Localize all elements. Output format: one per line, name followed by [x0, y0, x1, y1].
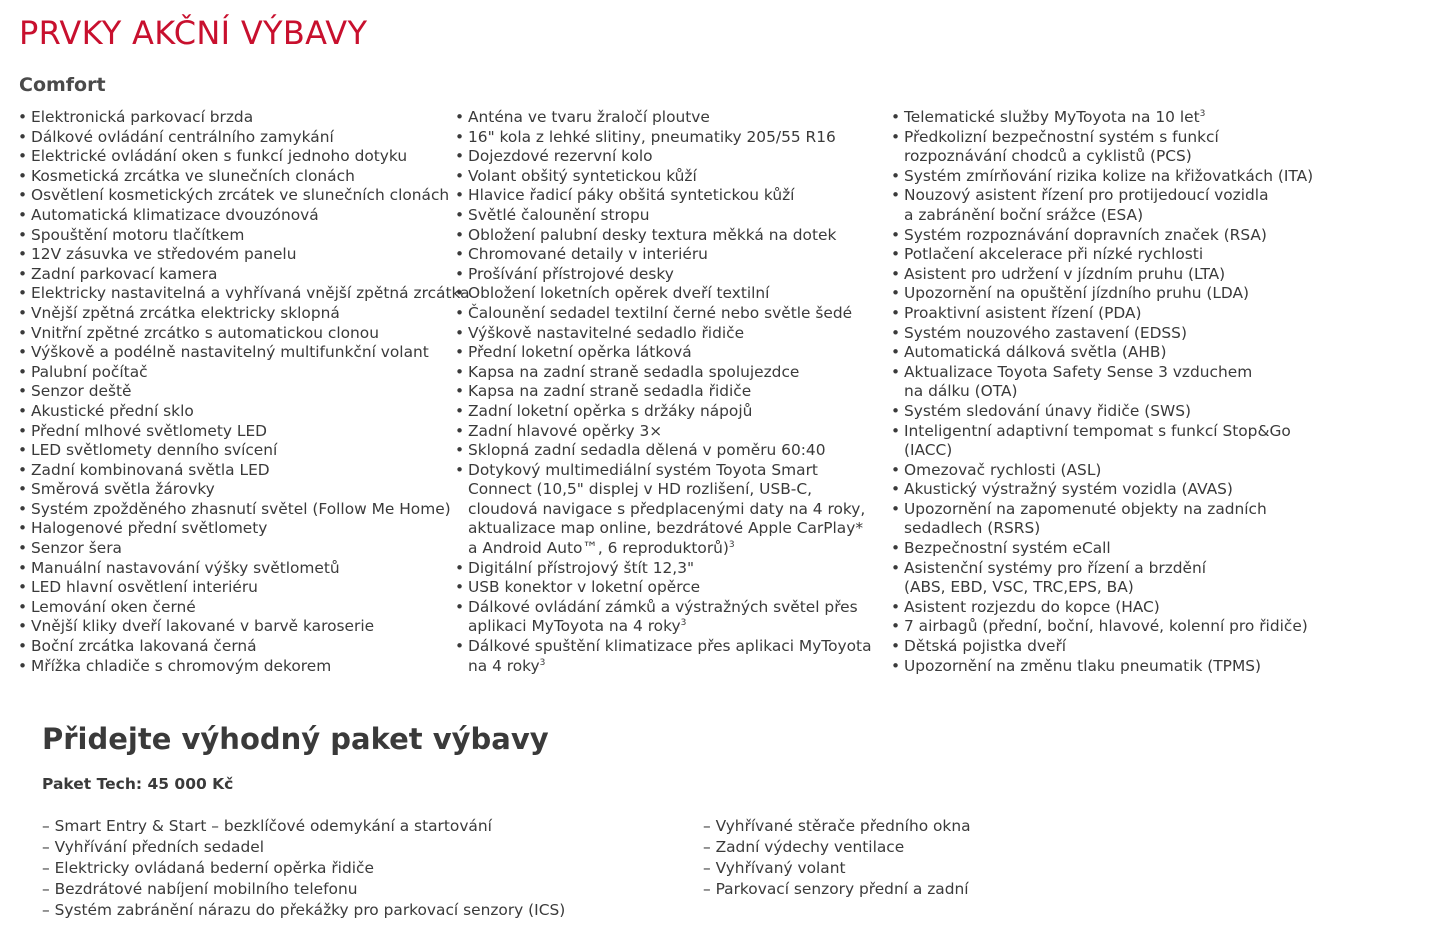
feature-item-text: Světlé čalounění stropu [468, 205, 650, 224]
feature-item-text: Obložení loketních opěrek dveří textilní [468, 284, 770, 303]
feature-item [18, 617, 448, 637]
feature-item [891, 500, 1331, 539]
feature-item [18, 186, 448, 206]
feature-item [18, 343, 448, 363]
package-item: – Smart Entry & Start – bezklíčové odemykání a startování [42, 817, 492, 835]
feature-item-text: Dálkové spuštění klimatizace přes aplikaci MyToyota na 4 roky [468, 637, 872, 675]
package-item: – Systém zabránění nárazu do překážky pro parkovací senzory (ICS) [42, 901, 566, 919]
feature-item-text: Automatická klimatizace dvouzónová [31, 205, 319, 224]
feature-item-text: Systém zmírňování rizika kolize na křižovatkách (ITA) [904, 166, 1314, 185]
feature-item-text: Elektricky nastavitelná a vyhřívaná vnější zpětná zrcátka [31, 284, 470, 303]
feature-item-text: Systém sledování únavy řidiče (SWS) [904, 401, 1191, 420]
feature-item-text: Kosmetická zrcátka ve slunečních clonách [31, 166, 355, 185]
feature-item [18, 324, 448, 344]
footnote-marker: 3 [728, 540, 735, 551]
package-items-left [42, 816, 642, 921]
feature-item [455, 402, 885, 422]
feature-column-3 [891, 108, 1331, 676]
feature-item-text: Zadní parkovací kamera [31, 264, 218, 283]
feature-item [455, 422, 885, 442]
feature-item-text: LED světlomety denního svícení [31, 441, 278, 460]
feature-item [18, 559, 448, 579]
feature-item [891, 245, 1331, 265]
feature-item-text: Senzor šera [31, 539, 122, 558]
feature-item [18, 480, 448, 500]
feature-item-text: Systém zpožděného zhasnutí světel (Follow Me Home) [31, 499, 451, 518]
feature-item-text: Zadní loketní opěrka s držáky nápojů [468, 401, 753, 420]
feature-item [18, 128, 448, 148]
feature-item [891, 363, 1331, 402]
feature-item-text: Halogenové přední světlomety [31, 519, 268, 538]
feature-item-text: Dálkové ovládání zámků a výstražných světel přes aplikaci MyToyota na 4 roky [468, 597, 858, 636]
feature-item [18, 167, 448, 187]
package-items-right [703, 816, 1303, 900]
feature-item-text: Přední loketní opěrka látková [468, 343, 692, 362]
feature-item-text: Volant obšitý syntetickou kůží [468, 166, 697, 185]
feature-item [455, 578, 885, 598]
feature-item [891, 461, 1331, 481]
feature-item [455, 637, 885, 676]
feature-item [18, 539, 448, 559]
feature-item-text: Potlačení akcelerace při nízké rychlosti [904, 245, 1204, 264]
feature-item [891, 108, 1331, 128]
feature-item [18, 657, 448, 677]
package-price: Paket Tech: 45 000 Kč [42, 775, 234, 793]
feature-item [455, 245, 885, 265]
feature-item [455, 186, 885, 206]
feature-item-text: Anténa ve tvaru žraločí ploutve [468, 108, 710, 126]
feature-item [455, 304, 885, 324]
feature-item-text: Spouštění motoru tlačítkem [31, 225, 245, 244]
feature-item-text: Omezovač rychlosti (ASL) [904, 460, 1102, 479]
feature-item-text: Směrová světla žárovky [31, 480, 215, 499]
feature-item [455, 167, 885, 187]
feature-item [455, 324, 885, 344]
feature-item-text: Proaktivní asistent řízení (PDA) [904, 303, 1142, 322]
feature-item-text: USB konektor v loketní opěrce [468, 578, 701, 597]
feature-item [18, 637, 448, 657]
feature-item [455, 206, 885, 226]
feature-item [18, 499, 451, 520]
feature-item-text: Zadní kombinovaná světla LED [31, 460, 270, 479]
feature-item-text: Dětská pojistka dveří [904, 637, 1067, 656]
feature-item [18, 147, 448, 167]
feature-item [18, 108, 448, 128]
feature-item-text: Kapsa na zadní straně sedadla spolujezdce [468, 362, 800, 381]
feature-item-text: Automatická dálková světla (AHB) [904, 343, 1167, 362]
feature-item [455, 441, 885, 461]
feature-item [18, 265, 448, 285]
feature-item [891, 617, 1331, 637]
feature-item-text: Osvětlení kosmetických zrcátek ve slunečních clonách [31, 186, 450, 205]
feature-item-text: Systém nouzového zastavení (EDSS) [904, 323, 1187, 342]
feature-item [891, 637, 1331, 657]
feature-item [891, 226, 1331, 246]
feature-item-text: Manuální nastavování výšky světlometů [31, 558, 340, 577]
feature-item [455, 284, 885, 304]
feature-item-text: Asistenční systémy pro řízení a brzdění (ABS, EBD, VSC, TRC,EPS, BA) [904, 558, 1207, 597]
feature-item-text: Vnější kliky dveří lakované v barvě karoserie [31, 617, 375, 636]
feature-item-text: Předkolizní bezpečnostní systém s funkcí rozpoznávání chodců a cyklistů (PCS) [904, 127, 1219, 166]
feature-item [18, 441, 448, 461]
feature-item-text: LED hlavní osvětlení interiéru [31, 578, 258, 597]
feature-item-text: 16" kola z lehké slitiny, pneumatiky 205/55 R16 [468, 127, 836, 146]
feature-item-text: Obložení palubní desky textura měkká na dotek [468, 225, 837, 244]
feature-item [891, 598, 1331, 618]
feature-item [455, 461, 885, 559]
feature-item-text: Akustický výstražný systém vozidla (AVAS) [904, 480, 1233, 499]
feature-item-text: Zadní hlavové opěrky 3× [468, 421, 663, 440]
feature-item [455, 343, 885, 363]
feature-item-text: Dálkové ovládání centrálního zamykání [31, 127, 334, 146]
feature-item [891, 128, 1331, 167]
package-item: – Parkovací senzory přední a zadní [703, 880, 969, 898]
feature-item-text: Upozornění na změnu tlaku pneumatik (TPMS) [904, 656, 1262, 675]
feature-item-text: Dojezdové rezervní kolo [468, 147, 653, 166]
feature-item-text: Hlavice řadicí páky obšitá syntetickou kůží [468, 186, 795, 205]
feature-item [891, 304, 1331, 324]
feature-item-text: Senzor deště [31, 382, 132, 401]
feature-item [455, 559, 885, 579]
feature-item-text: Palubní počítač [31, 362, 148, 381]
feature-item [455, 382, 885, 402]
feature-item [18, 402, 448, 422]
feature-item [455, 147, 885, 167]
feature-item-text: Telematické služby MyToyota na 10 let [904, 108, 1200, 126]
feature-item [891, 402, 1331, 422]
feature-item [18, 519, 448, 539]
feature-item [891, 324, 1331, 344]
feature-item [455, 265, 885, 285]
feature-item [455, 363, 885, 383]
feature-item [18, 245, 448, 265]
feature-item [18, 284, 470, 304]
feature-item [18, 461, 448, 481]
package-item: – Zadní výdechy ventilace [703, 838, 905, 856]
feature-item-text: Akustické přední sklo [31, 401, 194, 420]
feature-item [455, 226, 885, 246]
footnote-marker: 3 [680, 618, 687, 629]
feature-item [18, 363, 448, 383]
feature-item-text: Chromované detaily v interiéru [468, 245, 708, 264]
package-item: – Elektricky ovládaná bederní opěrka řidiče [42, 859, 374, 877]
feature-item [891, 343, 1331, 363]
footnote-marker: 3 [1199, 109, 1206, 119]
package-item: – Bezdrátové nabíjení mobilního telefonu [42, 880, 358, 898]
feature-item-text: Boční zrcátka lakovaná černá [31, 637, 257, 656]
feature-item-text: Vnější zpětná zrcátka elektricky sklopná [31, 303, 340, 322]
feature-item [18, 422, 448, 442]
feature-item [18, 206, 448, 226]
page-title: PRVKY AKČNÍ VÝBAVY [19, 14, 368, 52]
feature-item-text: Digitální přístrojový štít 12,3" [468, 558, 695, 577]
feature-item [891, 539, 1331, 559]
feature-item [891, 284, 1331, 304]
feature-item-text: Výškově a podélně nastavitelný multifunkční volant [31, 343, 429, 362]
feature-item-text: Asistent pro udržení v jízdním pruhu (LTA) [904, 264, 1226, 283]
feature-item-text: Přední mlhové světlomety LED [31, 421, 268, 440]
feature-item [455, 128, 885, 148]
package-item: – Vyhřívaný volant [703, 859, 846, 877]
feature-item-text: 12V zásuvka ve středovém panelu [31, 245, 297, 264]
feature-item-text: Prošívání přístrojové desky [468, 264, 674, 283]
feature-item-text: Výškově nastavitelné sedadlo řidiče [468, 323, 745, 342]
feature-item-text: Aktualizace Toyota Safety Sense 3 vzduchem na dálku (OTA) [904, 362, 1253, 401]
feature-item [18, 598, 448, 618]
feature-item-text: Upozornění na opuštění jízdního pruhu (LDA) [904, 284, 1250, 303]
feature-item [891, 167, 1331, 187]
feature-column-1 [18, 108, 470, 676]
package-heading: Přidejte výhodný paket výbavy [42, 722, 549, 756]
feature-item [891, 186, 1331, 225]
feature-item-text: Asistent rozjezdu do kopce (HAC) [904, 597, 1160, 616]
feature-item [455, 108, 885, 128]
feature-item-text: Dotykový multimediální systém Toyota Smart Connect (10,5" displej v HD rozlišení, USB-C, cloudová navigace s předplacenými daty na 4 roky, aktualizace map online, bezdrátové Apple CarPlay* a Android Auto™, 6 reproduktorů) [468, 460, 866, 558]
feature-column-2 [455, 108, 885, 676]
feature-item [18, 382, 448, 402]
feature-item-text: Systém rozpoznávání dopravních značek (RSA) [904, 225, 1267, 244]
feature-item-text: Kapsa na zadní straně sedadla řidiče [468, 382, 752, 401]
feature-item [891, 265, 1331, 285]
feature-item-text: Elektronická parkovací brzda [31, 108, 254, 126]
feature-item-text: Inteligentní adaptivní tempomat s funkcí Stop&Go (IACC) [904, 421, 1291, 460]
feature-item-text: Sklopná zadní sedadla dělená v poměru 60:40 [468, 441, 826, 460]
feature-item [891, 480, 1331, 500]
feature-item [18, 578, 448, 598]
feature-item [891, 422, 1331, 461]
section-heading-comfort: Comfort [19, 74, 106, 96]
feature-item [18, 226, 448, 246]
feature-item-text: Vnitřní zpětné zrcátko s automatickou clonou [31, 323, 379, 342]
feature-item-text: Čalounění sedadel textilní černé nebo světle šedé [468, 303, 853, 322]
package-item: – Vyhřívané stěrače předního okna [703, 817, 971, 835]
feature-item [891, 657, 1331, 677]
feature-item [18, 304, 448, 324]
feature-item-text: Mřížka chladiče s chromovým dekorem [31, 656, 332, 675]
feature-item-text: Lemování oken černé [31, 597, 196, 616]
feature-item [455, 598, 885, 637]
footnote-marker: 3 [539, 657, 546, 668]
feature-item-text: Bezpečnostní systém eCall [904, 539, 1111, 558]
package-item: – Vyhřívání předních sedadel [42, 838, 264, 856]
feature-item-text: Elektrické ovládání oken s funkcí jednoho dotyku [31, 147, 408, 166]
feature-item-text: Nouzový asistent řízení pro protijedoucí vozidla a zabránění boční srážce (ESA) [904, 186, 1269, 224]
feature-item-text: 7 airbagů (přední, boční, hlavové, kolenní pro řidiče) [904, 617, 1308, 636]
feature-item [891, 559, 1331, 598]
feature-item-text: Upozornění na zapomenuté objekty na zadních sedadlech (RSRS) [904, 499, 1267, 538]
